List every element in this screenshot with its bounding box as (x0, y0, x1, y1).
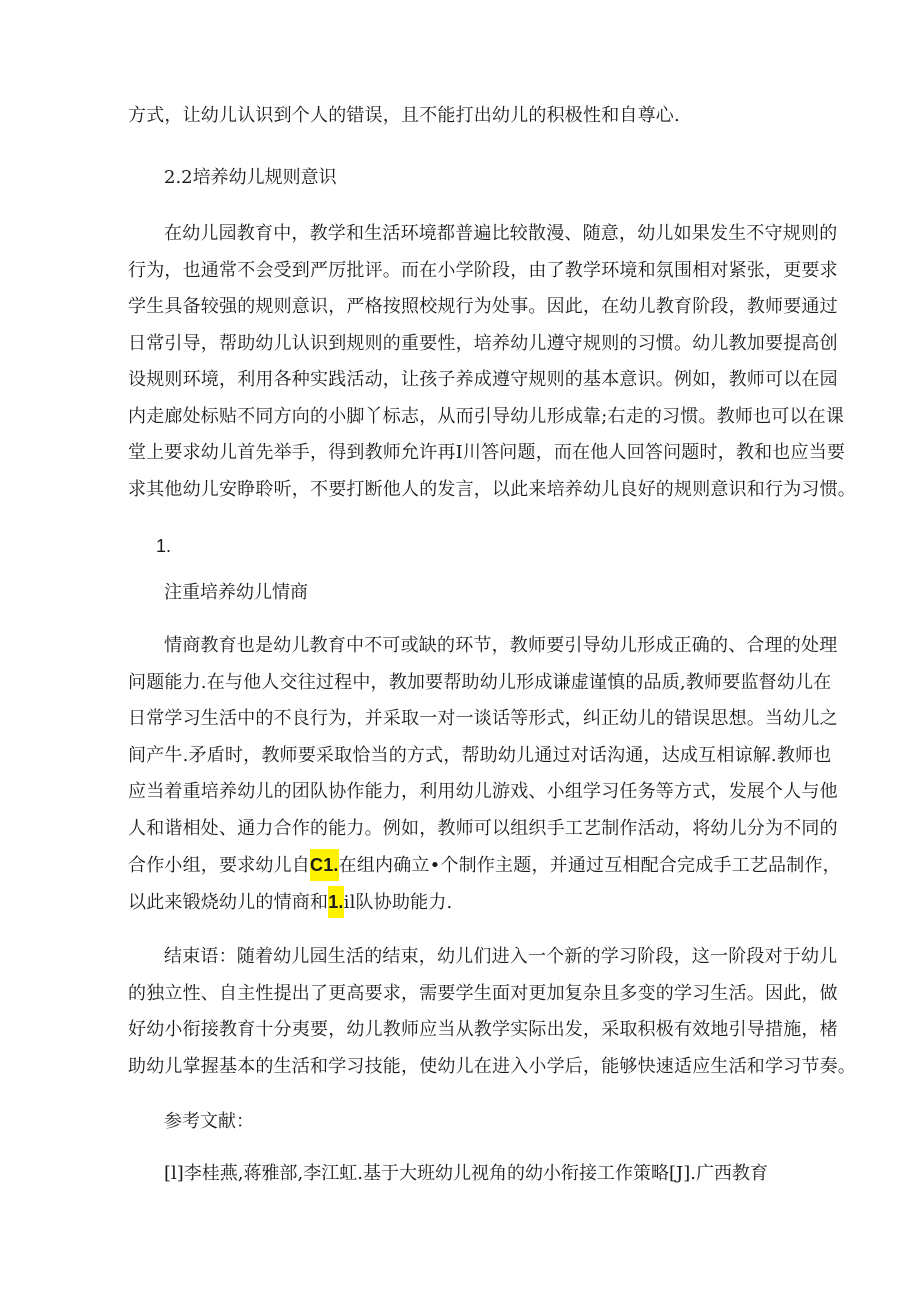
paragraph-line (128, 888, 808, 917)
section-heading-2-2: 2.2培养幼儿规则意识 (164, 167, 337, 188)
paragraph-line: 设规则环境，利用各种实践活动，让孩子养成遵守规则的基本意识。例如，教师可以在园 (128, 369, 838, 390)
highlighted-text: 1. (328, 886, 343, 918)
paragraph-line: 问题能力.在与他人交往过程中，教加要帮助幼儿形成谦虚谨慎的品质,教师要监督幼儿在 (128, 672, 832, 693)
text-run: 在组内确立•个制作主题，并通过互相配合完成手工艺品制作， (338, 855, 841, 876)
paragraph-line: 堂上要求幼儿首先举手，得到教师允许再I川答问题，而在他人回答问题时，教和也应当要 (128, 442, 846, 463)
paragraph-line: 应当着重培养幼儿的团队协作能力，利用幼儿游戏、小组学习任务等方式，发展个人与他 (128, 781, 838, 802)
paragraph-line: 内走廊处标贴不同方向的小脚丫标志，从而引导幼儿形成靠;右走的习惯。教师也可以在课 (128, 406, 845, 427)
paragraph-line: 行为，也通常不会受到严厉批评。而在小学阶段，由了教学环境和氛围相对紧张，更要求 (128, 260, 838, 281)
paragraph-line: 学生具备较强的规则意识，严格按照校规行为处事。因此，在幼儿教育阶段，教师要通过 (128, 296, 838, 317)
text-run: 以此来锻烧幼儿的情商和 (128, 892, 329, 913)
references-heading: 参考文献： (164, 1111, 254, 1132)
paragraph-line: 的独立性、自主性提出了更高要求，需要学生面对更加复杂且多变的学习生活。因此，做 (128, 983, 838, 1004)
paragraph-line: 结束语：随着幼儿园生活的结束，幼儿们进入一个新的学习阶段，这一阶段对于幼儿 (164, 946, 838, 967)
paragraph-line: 间产牛.矛盾时，教师要采取恰当的方式，帮助幼儿通过对话沟通，达成互相谅解.教师也 (128, 745, 832, 766)
paragraph-line: 在幼儿园教育中，教学和生活环境都普遍比较散漫、随意，幼儿如果发生不守规则的 (164, 223, 838, 244)
text-run: il队协助能力. (343, 892, 453, 913)
paragraph-line: 助幼儿掌握基本的生活和学习技能，使幼儿在进入小学后，能够快速适应生活和学习节奏。 (128, 1056, 856, 1077)
paragraph-line: 方式，让幼儿认识到个人的错误，且不能打出幼儿的积极性和自尊心. (128, 105, 680, 126)
highlighted-text: C1. (310, 849, 339, 881)
list-number: 1. (156, 536, 172, 556)
paragraph-line: 日常学习生活中的不良行为，并采取一对一谈话等形式，纠正幼儿的错误思想。当幼儿之 (128, 708, 838, 729)
paragraph-line: 求其他幼儿安睁聆听，不要打断他人的发言，以此来培养幼儿良好的规则意识和行为习惯。 (128, 479, 856, 500)
paragraph-line: 好幼小衔接教育十分夷要，幼儿教师应当从教学实际出发，采取积极有效地引导措施，楮 (128, 1019, 838, 1040)
paragraph-line (128, 851, 841, 880)
reference-item: [l]李桂燕,蒋雅部,李江虹.基于大班幼儿视角的幼小衔接工作策略[J].广西教育 (164, 1163, 768, 1184)
text-run: 合作小组，要求幼儿自 (128, 855, 310, 876)
paragraph-line: 人和谐相处、通力合作的能力。例如，教师可以组织手工艺制作活动，将幼儿分为不同的 (128, 818, 838, 839)
paragraph-line: 情商教育也是幼儿教育中不可或缺的环节，教师要引导幼儿形成正确的、合理的处理 (164, 635, 838, 656)
section-heading-3: 注重培养幼儿情商 (164, 582, 308, 603)
paragraph-line: 日常引导，帮助幼儿认识到规则的重要性，培养幼儿遵守规则的习惯。幼儿教加要提高创 (128, 333, 838, 354)
